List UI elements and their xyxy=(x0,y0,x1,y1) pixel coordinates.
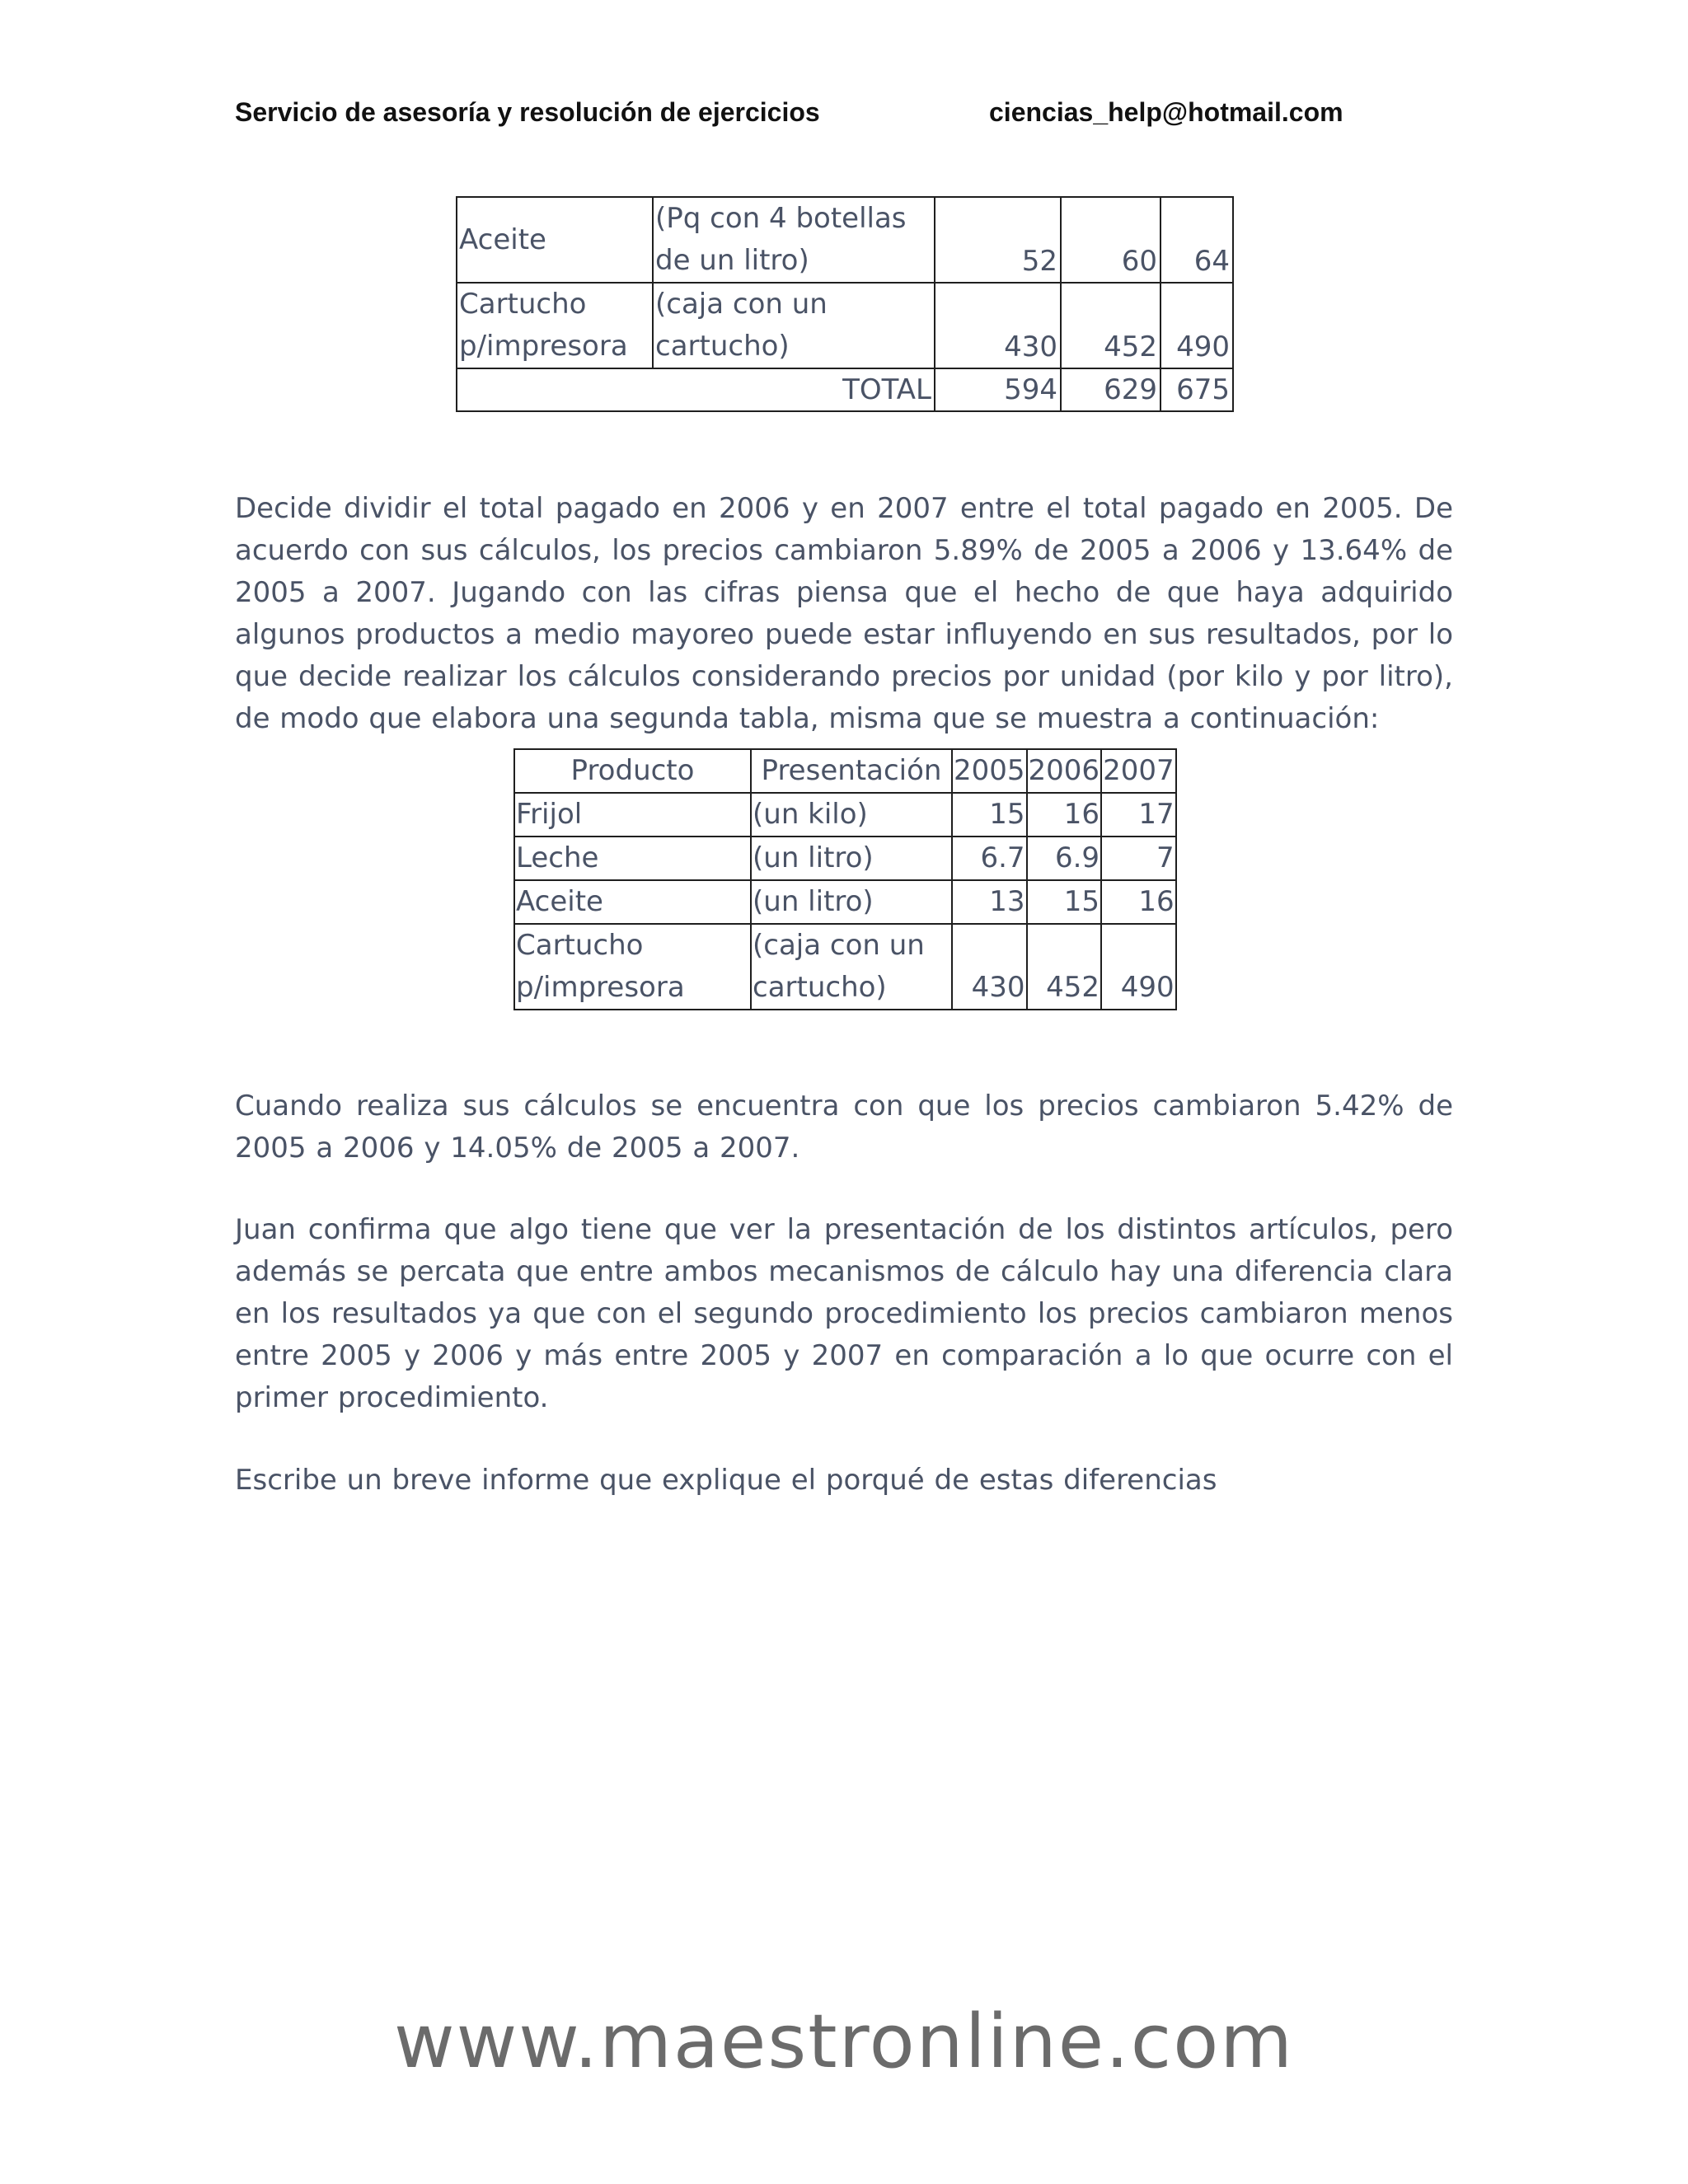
table-row xyxy=(514,924,1176,1010)
total-2005: 594 xyxy=(935,368,1061,411)
header-email: ciencias_help@hotmail.com xyxy=(989,97,1343,127)
header-2005: 2005 xyxy=(952,749,1027,793)
cell-text-line: Cartucho xyxy=(459,288,587,321)
cell-text-line: (Pq con 4 botellas xyxy=(655,202,907,235)
table-cell-2007: 490 xyxy=(1160,283,1233,368)
table-cell-presentacion: (un litro) xyxy=(751,880,952,924)
footer-website: www.maestronline.com xyxy=(394,1999,1294,2085)
table-cell-presentacion xyxy=(751,924,952,1010)
table-row xyxy=(457,283,1233,368)
table-cell-2005: 15 xyxy=(952,793,1027,837)
table-cell-2005: 13 xyxy=(952,880,1027,924)
paragraph-instruction: Escribe un breve informe que explique el porqué de estas diferencias xyxy=(235,1464,1217,1497)
table-row xyxy=(514,880,1176,924)
table-cell-2007: 7 xyxy=(1101,837,1176,880)
table-header-row xyxy=(514,749,1176,793)
total-2007: 675 xyxy=(1160,368,1233,411)
cell-text-line: (caja con un xyxy=(753,929,925,962)
total-label: TOTAL xyxy=(457,368,935,411)
header-2007: 2007 xyxy=(1101,749,1176,793)
table-cell-2005: 52 xyxy=(935,197,1061,283)
cell-text-line: cartucho) xyxy=(753,971,887,1004)
cell-text-line: Cartucho xyxy=(516,929,644,962)
cell-text-line: p/impresora xyxy=(516,971,685,1004)
table-cell-producto: Leche xyxy=(514,837,751,880)
table-cell-2005: 6.7 xyxy=(952,837,1027,880)
prices-table-1 xyxy=(456,196,1234,412)
paragraph-calculation-1: Decide dividir el total pagado en 2006 y en 2007 entre el total pagado en 2005. De acuerdo con sus cálculos, los precios cambiaron 5.89% de 2005 a 2006 y 13.64% de 2005 a 2007. Jugando con las cifras piensa que el hecho de que haya adquirido algunos productos a medio mayoreo puede estar influyendo en sus resultados, por lo que decide realizar los cálculos considerando precios por unidad (por kilo y por litro), de modo que elabora una segunda tabla, misma que se muestra a continuación: xyxy=(235,492,1453,735)
cell-text-line: (caja con un xyxy=(655,288,828,321)
table-cell-2006: 452 xyxy=(1027,924,1102,1010)
table-cell-2006: 15 xyxy=(1027,880,1102,924)
paragraph-calculation-2: Cuando realiza sus cálculos se encuentra con que los precios cambiaron 5.42% de 2005 a 2006 y 14.05% de 2005 a 2007. xyxy=(235,1090,1453,1165)
unit-prices-table xyxy=(513,748,1177,1010)
table-row xyxy=(514,793,1176,837)
cell-text-line: p/impresora xyxy=(459,330,628,363)
table-total-row xyxy=(457,368,1233,411)
table-cell-2006: 16 xyxy=(1027,793,1102,837)
table-cell-2006: 6.9 xyxy=(1027,837,1102,880)
table-cell-2005: 430 xyxy=(935,283,1061,368)
table-cell-producto xyxy=(457,283,653,368)
table-cell-producto xyxy=(514,924,751,1010)
table-row xyxy=(514,837,1176,880)
table-cell-2006: 60 xyxy=(1061,197,1160,283)
table-cell-2007: 64 xyxy=(1160,197,1233,283)
table-cell-2007: 490 xyxy=(1101,924,1176,1010)
table-cell-producto: Frijol xyxy=(514,793,751,837)
table-cell-2007: 16 xyxy=(1101,880,1176,924)
cell-text-line: cartucho) xyxy=(655,330,790,363)
table-cell-2007: 17 xyxy=(1101,793,1176,837)
table-cell-presentacion: (un kilo) xyxy=(751,793,952,837)
header-producto: Producto xyxy=(514,749,751,793)
table-cell-producto: Aceite xyxy=(457,197,653,283)
paragraph-comparison: Juan confirma que algo tiene que ver la presentación de los distintos artículos, pero además se percata que entre ambos mecanismos de cálculo hay una diferencia clara en los resultados ya que con el segundo procedimiento los precios cambiaron menos entre 2005 y 2006 y más entre 2005 y 2007 en comparación a lo que ocurre con el primer procedimiento. xyxy=(235,1213,1453,1414)
table-cell-presentacion xyxy=(653,283,935,368)
table-cell-presentacion: (un litro) xyxy=(751,837,952,880)
table-row xyxy=(457,197,1233,283)
cell-text-line: de un litro) xyxy=(655,244,809,277)
table-cell-2006: 452 xyxy=(1061,283,1160,368)
header-presentacion: Presentación xyxy=(751,749,952,793)
total-2006: 629 xyxy=(1061,368,1160,411)
table-cell-producto: Aceite xyxy=(514,880,751,924)
table-cell-2005: 430 xyxy=(952,924,1027,1010)
header-2006: 2006 xyxy=(1027,749,1102,793)
header-service-title: Servicio de asesoría y resolución de ejercicios xyxy=(235,97,820,127)
table-cell-presentacion xyxy=(653,197,935,283)
